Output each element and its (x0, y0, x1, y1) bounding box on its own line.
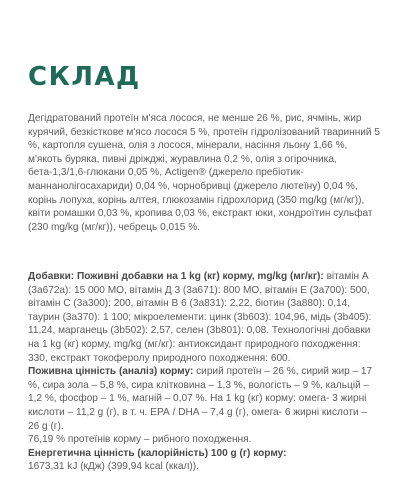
nutrition-paragraph (28, 365, 380, 433)
details-block (28, 270, 380, 474)
animal-protein-text: 76,19 % протеїнів корму – рибного походження. (28, 434, 252, 446)
nutrition-text: сирий протеїн – 26 %, сирий жир – 17 %, сира зола – 5,8 %, сира клітковина – 1,3 %, вологість – 9 %, кальцій – 1,2 %, фосфор – 1 %, магній – 0,07 %. На 1 kg (кг) корму: омега- 3 жирні кислоти – 11,2 g (г), в т. ч. ЕРА / DHA – 7,4 g (г), омега- 6 жирні кислоти – 26 g (г). (28, 366, 373, 432)
additives-paragraph (28, 270, 380, 365)
energy-value: 1673,31 kJ (кДж) (399,94 kcal (ккал)). (28, 461, 199, 473)
composition-text: Дегідратований протеїн м'яса лосося, не менше 26 %, рис, ячмінь, жир курячий, безкісткове м'ясо лосося 5 %, протеїн гідролізований тваринний 5 %, картопля сушена, олія з лосося, мінерали, насіння льону 1,66 %, м'якоть буряка, пивні дріжджі, журавлина 0,2 %, олія з огірочника, бета-1,3/1,6-глюкани 0,05 %, Actigen® (джерело пребіотик-маннанолігосахариди) 0,04 %, чорнобривці (джерело лютеїну) 0,04 %, корінь лопуха, корінь алтея, глюкозамін гідрохлорид (350 mg/kg (мг/кг)), квіти ромашки 0,03 %, кропива 0,03 %, екстракт юки, хондроїтин сульфат (230 mg/kg (мг/кг)), чебрець 0,015 %. (28, 113, 380, 233)
page-title: СКЛАД (28, 62, 141, 92)
additives-text: вітамін А (3а672а): 15 000 МО, вітамін Д 3 (3а671): 800 МО, вітамін Е (3а700): 500, вітамін С (3а300): 200, вітамін В 6 (3а831): 2,22, біотин (3а880): 0,14, таурин (3а370): 1 100; мікроелементи: цинк (3b603): 104,96, мідь (3b405): 11,24, марганець (3b502): 2,57, селен (3b801): 0,08. Технологічні добавки на 1 kg (кг) корму, mg/kg (мг/кг): антиоксидант природного походження: 330, екстракт токоферолу природного походження: 600. (28, 271, 372, 364)
nutrition-label: Поживна цінність (аналіз) корму: (28, 366, 194, 378)
additives-label: Добавки: Поживні добавки на 1 kg (кг) корму, mg/kg (мг/кг): (28, 271, 324, 282)
energy-label: Енергетична цінність (калорійність) 100 g (г) корму: (28, 447, 287, 459)
